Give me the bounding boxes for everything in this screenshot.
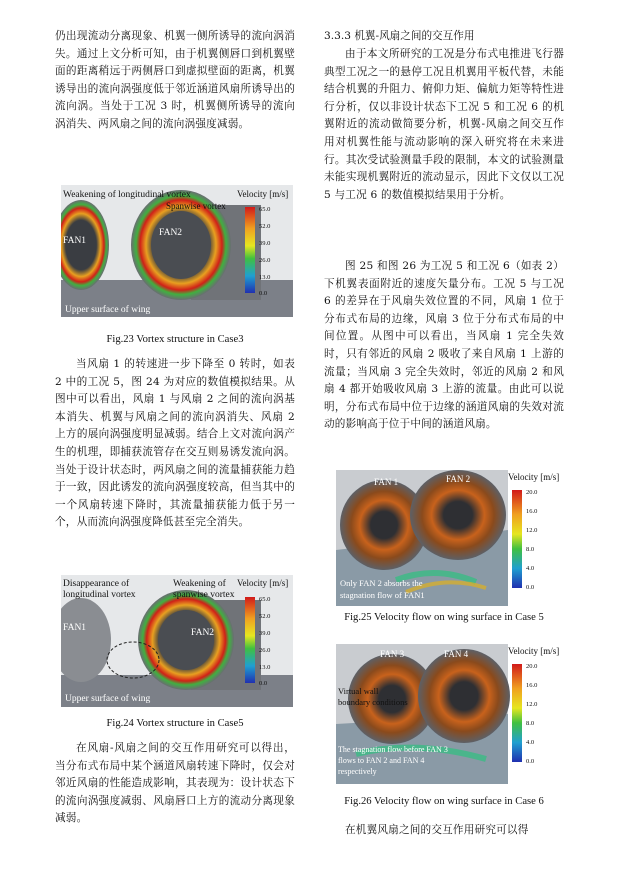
note-line-3: respectively xyxy=(338,767,377,776)
colorbar xyxy=(245,597,255,683)
label-fan2: FAN2 xyxy=(159,228,183,238)
label-weakening-2: spanwise vortex xyxy=(173,590,235,600)
figure-26 xyxy=(336,644,564,784)
legend-title: Velocity [m/s] xyxy=(237,578,289,588)
paragraph-right-1: 由于本文所研究的工况是分布式电推进飞行器典型工况之一的悬停工况且机翼用平板代替，未能结合机翼的升阻力、俯仰力矩、偏航力矩等特性进行分析，仅以非设计状态下工况 5 和工况 6 的机翼附近的流动做简要分析，机翼-风扇之间交互作用对机翼性能与流动影响的深入研究将在未来进行。其次受试验测量手段的限制，本文的试验测量未能实现机翼附近的流动显示，因此下文仅以工况 5 与工况 6 的数值模拟结果用于分析。 xyxy=(324,48,564,201)
colorbar-tick: 20.0 xyxy=(526,663,538,670)
colorbar xyxy=(245,207,255,293)
colorbar-tick: 8.0 xyxy=(526,546,535,553)
figure-26-graphic xyxy=(336,644,564,784)
paragraph-left-2: 当风扇 1 的转速进一步下降至 0 转时，如表 2 中的工况 5，图 24 为对应的数值模拟结果。从图中可以看出，风扇 1 与风扇 2 之间的流向涡基本消失、机翼与风扇之间的流向涡消失、风扇 2 上方的展向涡强度明显减弱。结合上文对流向涡产生的机理，即捕获流管存在交互则易诱发流向涡。当处于设计状态时，两风扇之间的流量捕获能力趋于一致，因此诱发的流向涡强度较高，但当其中的一个风扇转速下降时，其流量捕获能力低于另一个，从而流向涡强度降低甚至完全消失。 xyxy=(55,358,295,529)
caption-fig25: Fig.25 Velocity flow on wing surface in Case 5 xyxy=(344,612,544,623)
label-disappearance-2: longitudinal vortex xyxy=(63,590,136,600)
colorbar-tick: 20.0 xyxy=(526,489,538,496)
legend-title: Velocity [m/s] xyxy=(237,189,289,199)
colorbar-tick: 65.0 xyxy=(259,596,271,603)
figure-25-graphic xyxy=(336,470,564,606)
label-weakening: Weakening of xyxy=(173,579,226,589)
colorbar-tick: 16.0 xyxy=(526,508,538,515)
section-heading: 3.3.3 机翼-风扇之间的交互作用 xyxy=(324,30,475,42)
colorbar xyxy=(512,664,522,762)
note-line-1: The stagnation flow before FAN 3 xyxy=(338,745,448,754)
fan2-hub xyxy=(158,610,214,670)
paragraph-right-2: 图 25 和图 26 为工况 5 和工况 6（如表 2）下机翼表面附近的速度矢量分布。工况 5 与工况 6 的差异在于风扇失效位置的不同，风扇 1 位于分布式布局的边缘，风扇 3 位于分布式布局的中间位置。从图中可以看出，当风扇 1 完全失效时，只有邻近的风扇 2 吸收了来自风扇 1 上游的流量；当风扇 3 完全失效时，邻近的风扇 2 和风扇 4 都开始吸收风扇 3 上游的流量。由此可以说明，分布式布局中位于边缘的涵道风扇的失效对流动的影响高于位于中间的涵道风扇。 xyxy=(324,260,564,431)
colorbar-tick: 26.0 xyxy=(259,647,271,654)
colorbar-tick: 12.0 xyxy=(526,701,538,708)
paragraph-right-3: 在机翼风扇之间的交互作用研究可以得 xyxy=(345,824,529,836)
colorbar xyxy=(512,490,522,588)
colorbar-tick: 8.0 xyxy=(526,720,535,727)
virtual-wall-2: boundary conditions xyxy=(338,697,408,707)
label-fan2: FAN2 xyxy=(191,628,215,638)
note-line-1: Only FAN 2 absorbs the xyxy=(340,578,423,588)
colorbar-tick: 0.0 xyxy=(259,290,268,297)
note-line-2: flows to FAN 2 and FAN 4 xyxy=(338,756,425,765)
colorbar-tick: 13.0 xyxy=(259,664,271,671)
colorbar-tick: 0.0 xyxy=(259,680,268,687)
fan2-hub xyxy=(151,211,211,279)
note-line-2: stagnation flow of FAN1 xyxy=(340,590,425,600)
caption-fig26: Fig.26 Velocity flow on wing surface in Case 6 xyxy=(344,796,544,807)
colorbar-tick: 12.0 xyxy=(526,527,538,534)
colorbar-tick: 4.0 xyxy=(526,739,535,746)
caption-fig24: Fig.24 Vortex structure in Case5 xyxy=(106,718,244,729)
fan4 xyxy=(418,649,510,743)
colorbar-tick: 39.0 xyxy=(259,240,271,247)
colorbar-tick: 0.0 xyxy=(526,584,535,591)
colorbar-tick: 0.0 xyxy=(526,758,535,765)
label-upper-surface: Upper surface of wing xyxy=(65,694,151,704)
label-upper-surface: Upper surface of wing xyxy=(65,305,151,315)
colorbar-tick: 39.0 xyxy=(259,630,271,637)
label-fan2: FAN 2 xyxy=(446,474,471,484)
colorbar-tick: 52.0 xyxy=(259,223,271,230)
caption-fig23: Fig.23 Vortex structure in Case3 xyxy=(106,334,244,345)
label-fan1: FAN 1 xyxy=(374,477,399,487)
colorbar-tick: 16.0 xyxy=(526,682,538,689)
label-fan1: FAN1 xyxy=(63,623,87,633)
colorbar-tick: 26.0 xyxy=(259,257,271,264)
label-fan4: FAN 4 xyxy=(444,649,469,659)
colorbar-tick: 65.0 xyxy=(259,206,271,213)
figure-23 xyxy=(61,185,293,317)
paragraph-left-3: 在风扇-风扇之间的交互作用研究可以得出，当分布式布局中某个涵道风扇转速下降时，仅会对邻近风扇的性能造成影响，其表现为：设计状态下的流向涡强度减弱、风扇唇口上方的流动分离现象减弱。 xyxy=(55,742,295,825)
colorbar-tick: 52.0 xyxy=(259,613,271,620)
label-fan1: FAN1 xyxy=(63,236,87,246)
fan1-duct xyxy=(61,598,111,682)
label-fan3: FAN 3 xyxy=(380,649,405,659)
legend-title: Velocity [m/s] xyxy=(508,646,560,656)
label-weakening-longitudinal: Weakening of longitudinal vortex xyxy=(63,190,191,200)
figure-25 xyxy=(336,470,564,606)
figure-23-graphic xyxy=(61,185,293,317)
figure-24-graphic xyxy=(61,575,293,707)
paragraph-left-1: 仍出现流动分离现象、机翼一侧所诱导的流向涡消失。通过上文分析可知，由于机翼侧唇口到机翼壁面的距离稍远于两侧唇口到虚拟壁面的距离，机翼诱导出的流向涡强度低于邻近涵道风扇所诱导出的流向涡。当处于工况 3 时，机翼侧所诱导的流向涡消失、两风扇之间的流向涡强度减弱。 xyxy=(55,30,295,130)
virtual-wall-1: Virtual wall xyxy=(338,686,379,696)
figure-24 xyxy=(61,575,293,707)
label-spanwise-vortex: Spanwise vortex xyxy=(166,201,226,211)
legend-title: Velocity [m/s] xyxy=(508,472,560,482)
colorbar-tick: 13.0 xyxy=(259,274,271,281)
colorbar-tick: 4.0 xyxy=(526,565,535,572)
label-disappearance: Disappearance of xyxy=(63,579,130,589)
